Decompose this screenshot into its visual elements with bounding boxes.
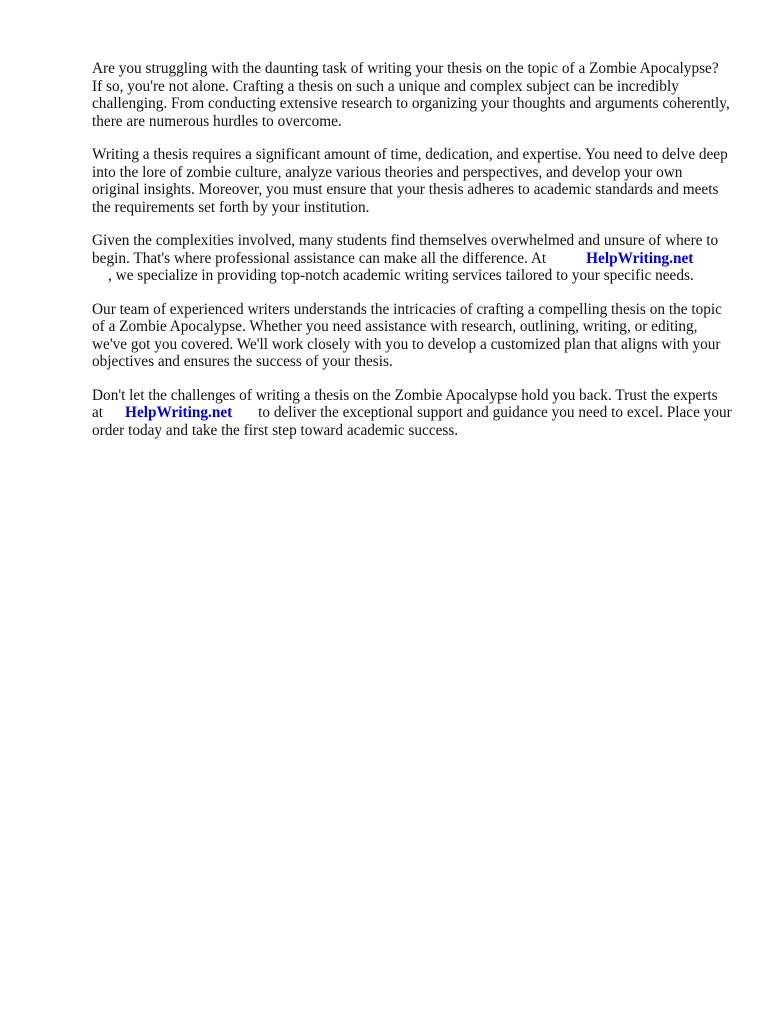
- paragraph-team: Our team of experienced writers understands the intricacies of crafting a compelling thesis on the topic of a Zombie Apocalypse. Whether you need assistance with research, outlining, writing, or editing, we've got you covered. We'll work closely with you to develop a customized plan that aligns with your objectives and ensures the success of your thesis.: [92, 300, 722, 370]
- paragraph-complexities: [92, 232, 732, 285]
- paragraph-cta-continuation: to deliver the exceptional support and guidance you need to excel. Place your order today and take the first step toward academic success.: [92, 404, 732, 439]
- paragraph-complexities-text: Given the complexities involved, many students find themselves overwhelmed and unsure of where to begin. That's where professional assistance can make all the difference. At: [92, 232, 719, 267]
- paragraph-call-to-action: [92, 387, 732, 440]
- paragraph-intro: Are you struggling with the daunting task of writing your thesis on the topic of a Zombie Apocalypse? If so, you're not alone. Crafting a thesis on such a unique and complex subject can be incredibly challenging. From conducting extensive research to organizing your thoughts and arguments coherently, there are numerous hurdles to overcome.: [92, 60, 730, 130]
- paragraph-requirements: Writing a thesis requires a significant amount of time, dedication, and expertise. You need to delve deep into the lore of zombie culture, analyze various theories and perspectives, and develop your own original insights. Moreover, you must ensure that your thesis adheres to academic standards and meets the requirements set forth by your institution.: [92, 146, 728, 216]
- paragraph-cta-text: Don't let the challenges of writing a thesis on the Zombie Apocalypse hold you back. Trust the experts at: [92, 386, 718, 421]
- helpwriting-link[interactable]: HelpWriting.net: [586, 249, 694, 267]
- paragraph-complexities-continuation: , we specialize in providing top-notch academic writing services tailored to your specific needs.: [108, 267, 694, 284]
- helpwriting-link-2[interactable]: HelpWriting.net: [125, 404, 233, 421]
- document-body: [92, 60, 732, 455]
